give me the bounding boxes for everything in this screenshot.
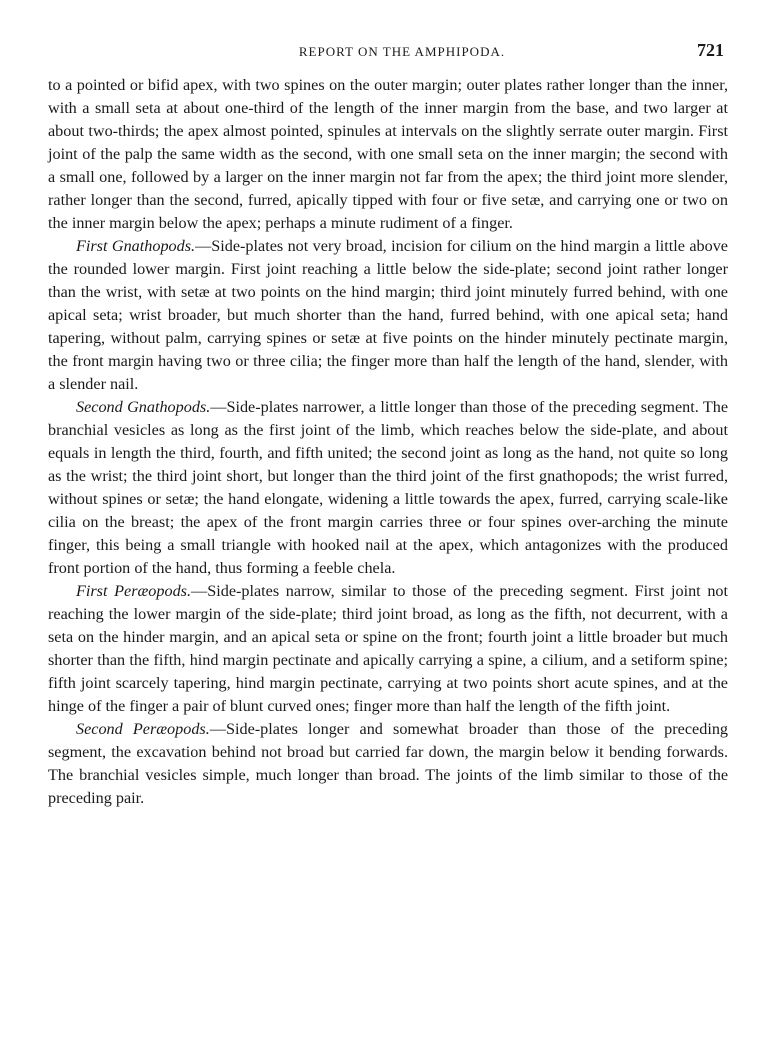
paragraph-text: —Side-plates longer and somewhat broader than those of the preceding segment, the excavation behind not broad but carried far down, the margin below it bending forwards. The branchial vesicles simple, much longer than broad. The joints of the limb similar to those of the preceding pair. xyxy=(48,720,729,807)
body-text xyxy=(48,74,728,810)
section-heading: First Peræopods. xyxy=(76,582,192,600)
paragraph-text: —Side-plates not very broad, incision for cilium on the hind margin a little above the rounded lower margin. First joint reaching a little below the side-plate; second joint rather longer than the wrist, with setæ at two points on the hind margin; third joint minutely furred behind, with one apical seta; wrist broader, but much shorter than the hand, furred behind, with one apical seta; hand tapering, without palm, carrying spines or setæ at five points on the hinder minutely pectinate margin, the front margin having two or three cilia; the finger more than half the length of the hand, slender, with a slender nail. xyxy=(48,237,728,393)
paragraph-maxillipeds-continued xyxy=(48,74,728,235)
page-number: 721 xyxy=(697,40,724,60)
paragraph-text: —Side-plates narrow, similar to those of the preceding segment. First joint not reaching the lower margin of the side-plate; third joint broad, as long as the fifth, not decurrent, with a seta on the hinder margin, and an apical seta or spine on the front; fourth joint a little broader but much shorter than the fifth, hind margin pectinate and apically carrying a spine, a cilium, and a setiform spine; fifth joint scarcely tapering, hind margin pectinate, carrying at two points short acute spines, and at the hinge of the finger a pair of blunt curved ones; finger more than half the length of the fifth joint. xyxy=(48,582,729,715)
paragraph-second-gnathopods xyxy=(48,396,728,580)
paragraph-second-peraeopods xyxy=(48,718,728,810)
section-heading: Second Gnathopods. xyxy=(76,398,211,416)
paragraph-text: —Side-plates narrower, a little longer than those of the preceding segment. The branchial vesicles as long as the first joint of the limb, which reaches below the side-plate, and about equals in length the third, fourth, and fifth united; the second joint as long as the hand, not quite so long as the wrist; the third joint short, but longer than the third joint of the first gnathopods; the wrist furred, without spines or setæ; the hand elongate, widening a little towards the apex, furred, carrying scale-like cilia on the breast; the apex of the front margin carries three or four spines over-arching the minute finger, this being a small triangle with hooked nail at the apex, which antagonizes with the produced front portion of the hand, thus forming a feeble chela. xyxy=(48,398,728,577)
running-title: REPORT ON THE AMPHIPODA. xyxy=(298,44,506,59)
page xyxy=(48,40,728,810)
running-header xyxy=(48,40,728,66)
paragraph-first-peraeopods xyxy=(48,580,728,718)
section-heading: First Gnathopods. xyxy=(76,237,196,255)
paragraph-text: to a pointed or bifid apex, with two spines on the outer margin; outer plates rather longer than the inner, with a small seta at about one-third of the length of the inner margin from the base, and two larger at about two-thirds; the apex almost pointed, spinules at intervals on the slightly serrate outer margin. First joint of the palp the same width as the second, with one small seta on the inner margin; the second with a small one, followed by a larger on the inner margin not far from the apex; the third joint more slender, rather longer than the second, furred, apically tipped with four or five setæ, and carrying one or two on the inner margin below the apex; perhaps a minute rudiment of a finger. xyxy=(48,76,728,232)
paragraph-first-gnathopods xyxy=(48,235,728,396)
section-heading: Second Peræopods. xyxy=(76,720,210,738)
